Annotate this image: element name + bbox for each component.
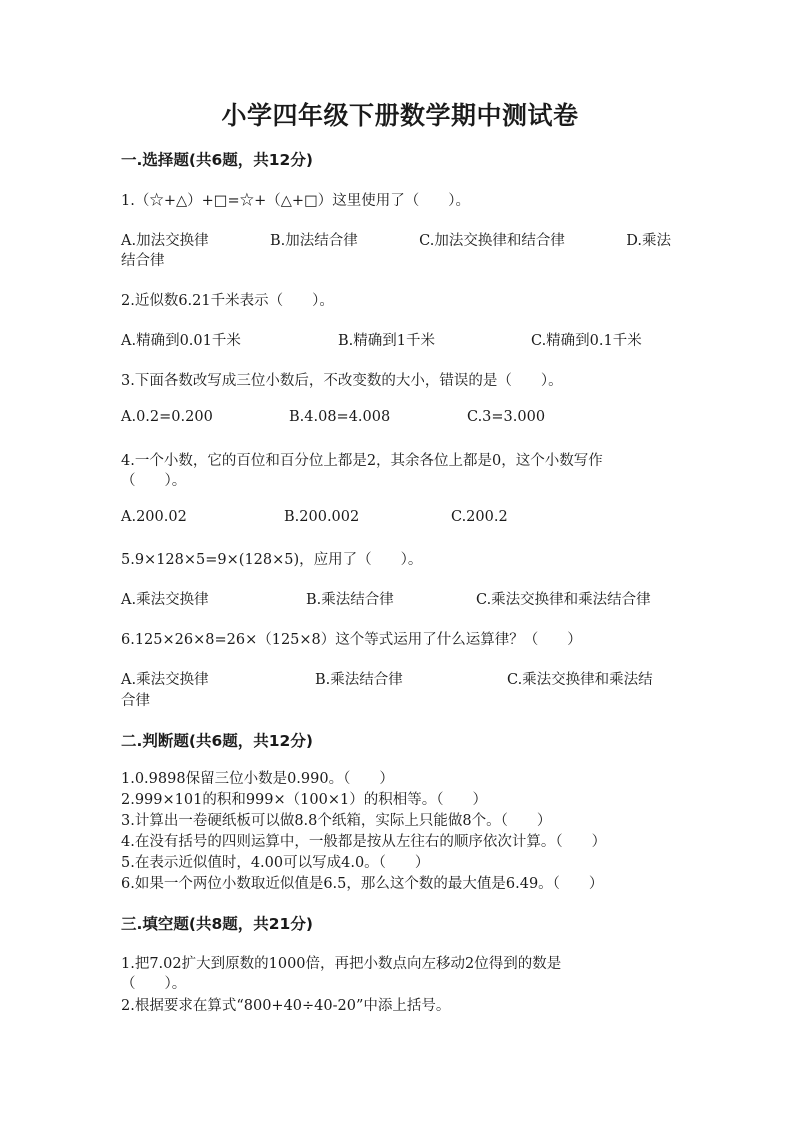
option-b: B.精确到1千米	[338, 333, 435, 349]
option-d-continued: 结合律	[121, 253, 165, 269]
judgement-item: 3.计算出一卷硬纸板可以做8.8个纸箱，实际上只能做8个。（ ）	[121, 813, 552, 829]
section-heading-fill-in: 三.填空题(共8题，共21分)	[121, 915, 313, 933]
question-5-text: 5.9×128×5=9×(128×5)，应用了（ ）。	[121, 552, 423, 568]
option-b: B.4.08=4.008	[289, 409, 391, 425]
fill-question-1: 1.把7.02扩大到原数的1000倍，再把小数点向左移动2位得到的数是	[121, 956, 562, 972]
option-a: A.乘法交换律	[121, 672, 209, 688]
judgement-item: 2.999×101的积和999×（100×1）的积相等。（ ）	[121, 792, 487, 808]
judgement-item: 5.在表示近似值时，4.00可以写成4.0。（ ）	[121, 855, 430, 871]
fill-question-2: 2.根据要求在算式“800+40÷40-20”中添上括号。	[121, 998, 451, 1014]
option-c: C.精确到0.1千米	[531, 333, 642, 349]
question-4-text: 4.一个小数，它的百位和百分位上都是2，其余各位上都是0，这个小数写作	[121, 453, 603, 469]
option-a: A.乘法交换律	[121, 592, 209, 608]
option-c: C.乘法交换律和乘法结合律	[476, 592, 651, 608]
option-b: B.加法结合律	[270, 233, 358, 249]
question-2-text: 2.近似数6.21千米表示（ ）。	[121, 293, 334, 309]
option-a: A.加法交换律	[121, 233, 209, 249]
question-4-continued: （ ）。	[121, 473, 187, 489]
question-1-text: 1.（☆+△）+□=☆+（△+□）这里使用了（ ）。	[121, 193, 471, 209]
option-c: C.3=3.000	[467, 409, 546, 425]
option-a: A.0.2=0.200	[121, 409, 213, 425]
option-c: C.200.2	[451, 509, 508, 525]
option-d: D.乘法	[626, 233, 671, 249]
option-b: B.乘法结合律	[315, 672, 403, 688]
section-heading-judgement: 二.判断题(共6题，共12分)	[121, 732, 313, 750]
option-c: C.加法交换律和结合律	[419, 233, 565, 249]
option-a: A.精确到0.01千米	[121, 333, 241, 349]
option-a: A.200.02	[121, 509, 187, 525]
judgement-item: 4.在没有括号的四则运算中，一般都是按从左往右的顺序依次计算。（ ）	[121, 834, 607, 850]
judgement-item: 6.如果一个两位小数取近似值是6.5，那么这个数的最大值是6.49。（ ）	[121, 876, 604, 892]
question-3-text: 3.下面各数改写成三位小数后，不改变数的大小，错误的是（ ）。	[121, 373, 563, 389]
exam-title: 小学四年级下册数学期中测试卷	[221, 101, 579, 130]
section-heading-choice: 一.选择题(共6题，共12分)	[121, 151, 313, 169]
question-6-text: 6.125×26×8=26×（125×8）这个等式运用了什么运算律？（ ）	[121, 632, 582, 648]
option-c: C.乘法交换律和乘法结	[507, 672, 653, 688]
option-b: B.200.002	[284, 509, 360, 525]
question-1-options	[121, 229, 671, 250]
fill-question-1-continued: （ ）。	[121, 976, 187, 992]
option-b: B.乘法结合律	[306, 592, 394, 608]
option-c-continued: 合律	[121, 693, 150, 709]
judgement-item: 1.0.9898保留三位小数是0.990。（ ）	[121, 771, 394, 787]
